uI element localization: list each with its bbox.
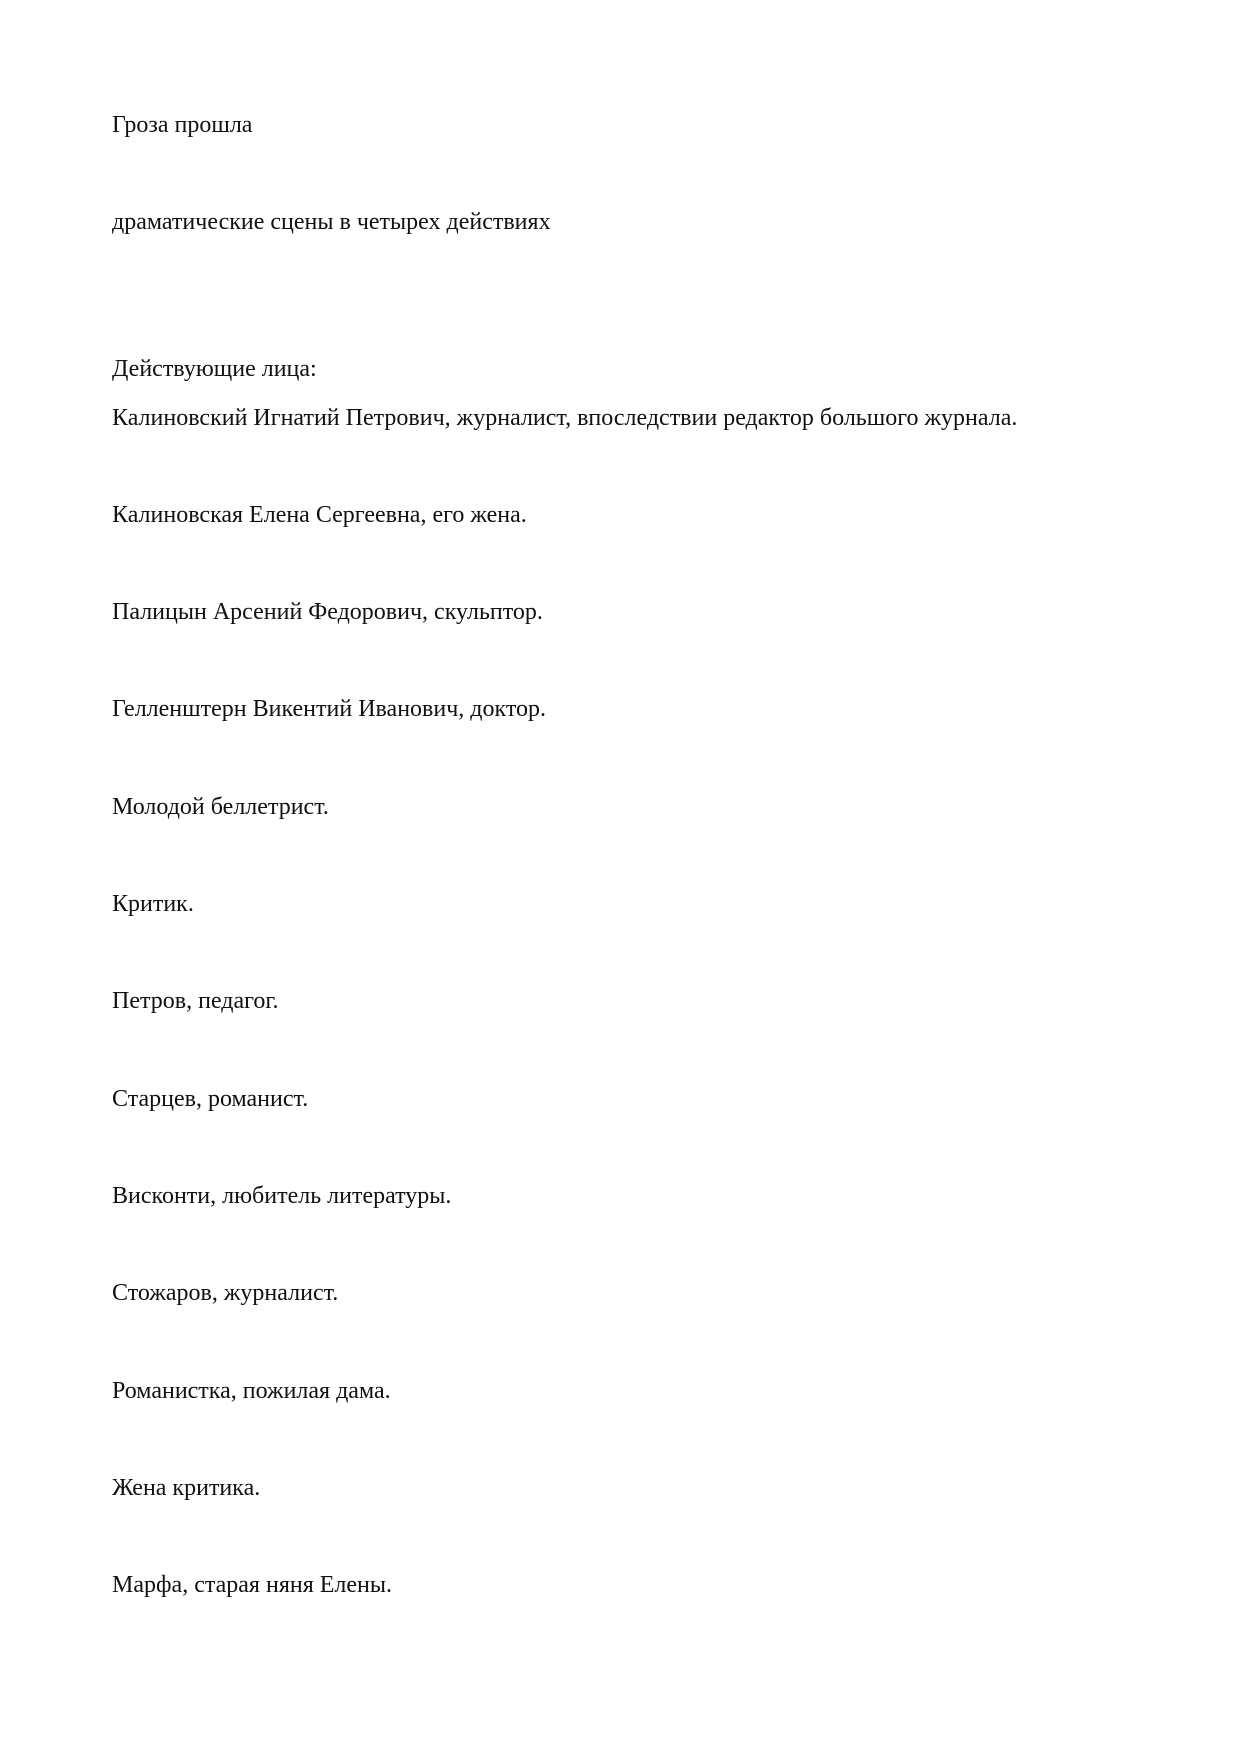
cast-item: Жена критика.	[112, 1475, 261, 1501]
cast-item: Критик.	[112, 891, 194, 917]
cast-item: Старцев, романист.	[112, 1086, 309, 1112]
cast-item: Петров, педагог.	[112, 988, 279, 1014]
cast-item: Висконти, любитель литературы.	[112, 1183, 452, 1209]
cast-heading: Действующие лица:	[112, 356, 317, 382]
cast-item: Гелленштерн Викентий Иванович, доктор.	[112, 696, 547, 722]
cast-item: Палицын Арсений Федорович, скульптор.	[112, 599, 543, 625]
play-subtitle: драматические сцены в четырех действиях	[112, 209, 551, 235]
cast-item: Калиновский Игнатий Петрович, журналист, впоследствии редактор большого журнала.	[112, 405, 1018, 431]
cast-item: Романистка, пожилая дама.	[112, 1378, 391, 1404]
cast-item: Молодой беллетрист.	[112, 794, 329, 820]
cast-item: Калиновская Елена Сергеевна, его жена.	[112, 502, 527, 528]
play-title: Гроза прошла	[112, 112, 253, 138]
cast-item: Стожаров, журналист.	[112, 1280, 339, 1306]
cast-item: Марфа, старая няня Елены.	[112, 1572, 392, 1598]
